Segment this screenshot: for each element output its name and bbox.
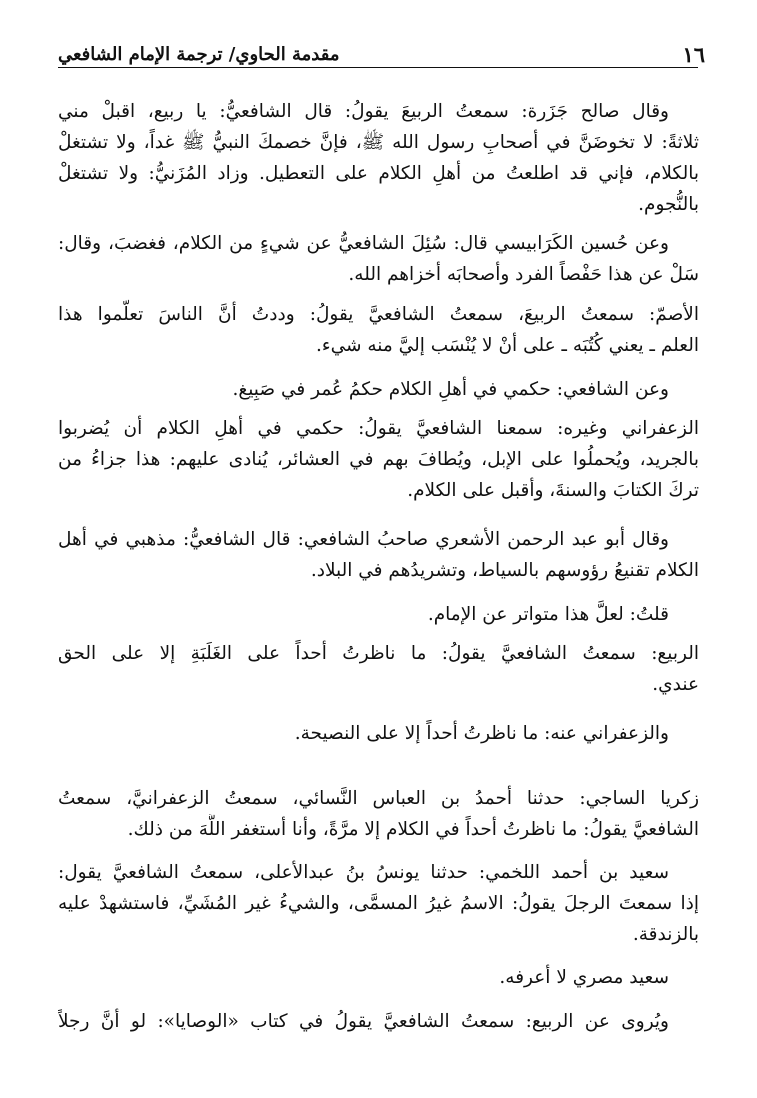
text-line: وعن حُسين الكَرَابيسي قال: سُئِلَ الشافعيُّ عن شيءٍ من الكلام، فغضبَ، وقال: <box>58 233 669 254</box>
text-line: وقال صالح جَزَرة: سمعتُ الربيعَ يقولُ: قال الشافعيُّ: يا ربيع، اقبلْ مني <box>58 101 669 122</box>
text-line: إذا سمعتَ الرجلَ يقولُ: الاسمُ غيرُ المسمَّى، والشيءُ غير المُشَيِّ، فاستشهدْ عليه <box>58 893 699 914</box>
paragraph <box>58 857 699 950</box>
paragraph <box>58 524 699 586</box>
text-line: ثلاثةً: لا تخوضَنَّ في أصحابِ رسول الله ﷺ، فإنَّ خصمكَ النبيُّ ﷺ غداً، ولا تشتغلْ <box>58 132 699 153</box>
paragraph <box>58 228 699 290</box>
page-number: ١٦ <box>682 42 705 67</box>
text-line: سَلْ عن هذا حَفْصاً الفرد وأصحابَه أخزاهم الله. <box>348 264 699 285</box>
paragraph <box>58 718 699 749</box>
text-line: سعيد مصري لا أعرفه. <box>499 967 669 988</box>
text-line: بالجريد، ويُحملُوا على الإبل، ويُطافَ بهم في العشائر، يُنادى عليهم: هذا جزاءُ من <box>58 449 699 470</box>
paragraph <box>58 374 699 405</box>
header-rule <box>58 67 698 68</box>
paragraph <box>58 96 699 220</box>
paragraph <box>58 783 699 845</box>
paragraph <box>58 1006 699 1037</box>
text-line: الكلام تقنيعُ رؤوسهم بالسياط، وتشريدُهم في البلاد. <box>310 560 699 581</box>
text-line: وقال أبو عبد الرحمن الأشعري صاحبُ الشافعي: قال الشافعيُّ: مذهبي في أهل <box>58 529 669 550</box>
text-line: الأصمّ: سمعتُ الربيعَ، سمعتُ الشافعيَّ يقولُ: وددتُ أنَّ الناسَ تعلّموا هذا <box>58 304 699 325</box>
paragraph <box>58 599 699 630</box>
text-line: سعيد بن أحمد اللخمي: حدثنا يونسُ بنُ عبدالأعلى، سمعتُ الشافعيَّ يقول: <box>58 862 669 883</box>
running-header-title: مقدمة الحاوي/ ترجمة الإمام الشافعي <box>58 44 340 65</box>
text-line: عندي. <box>652 674 699 695</box>
paragraph <box>58 299 699 361</box>
text-line: قلتُ: لعلَّ هذا متواتر عن الإمام. <box>427 604 669 625</box>
text-line: والزعفراني عنه: ما ناظرتُ أحداً إلا على النصيحة. <box>294 723 669 744</box>
text-line: زكريا الساجي: حدثنا أحمدُ بن العباس النَّسائي، سمعتُ الزعفرانيَّ، سمعتُ <box>58 788 699 809</box>
paragraph <box>58 962 699 993</box>
text-line: بالكلام، فإني قد اطلعتُ من أهلِ الكلام على التعطيل. وزاد المُزَنيُّ: ولا تشتغلْ <box>58 163 699 184</box>
text-line: الزعفراني وغيره: سمعنا الشافعيَّ يقولُ: حكمي في أهلِ الكلام أن يُضربوا <box>58 418 699 439</box>
text-line: الربيع: سمعتُ الشافعيَّ يقولُ: ما ناظرتُ أحداً على الغَلَبَةِ إلا على الحق <box>58 643 699 664</box>
text-line: وعن الشافعي: حكمي في أهلِ الكلام حكمُ عُمر في صَبِيغ. <box>232 379 669 400</box>
paragraph <box>58 638 699 700</box>
paragraph <box>58 413 699 506</box>
text-line: الشافعيَّ يقولُ: ما ناظرتُ أحداً في الكلام إلا مرَّةً، وأنا أستغفر اللَّهَ من ذلك. <box>127 819 699 840</box>
text-line: بالزندقة. <box>632 924 699 945</box>
text-line: بالنُّجوم. <box>638 194 699 215</box>
text-line: ويُروى عن الربيع: سمعتُ الشافعيَّ يقولُ في كتاب «الوصايا»: لو أنَّ رجلاً <box>58 1011 669 1032</box>
text-line: تركَ الكتابَ والسنةَ، وأقبل على الكلام. <box>407 480 699 501</box>
text-line: العلم ـ يعني كُتُبَه ـ على أنْ لا يُنْسَب إليَّ منه شيء. <box>316 335 699 356</box>
